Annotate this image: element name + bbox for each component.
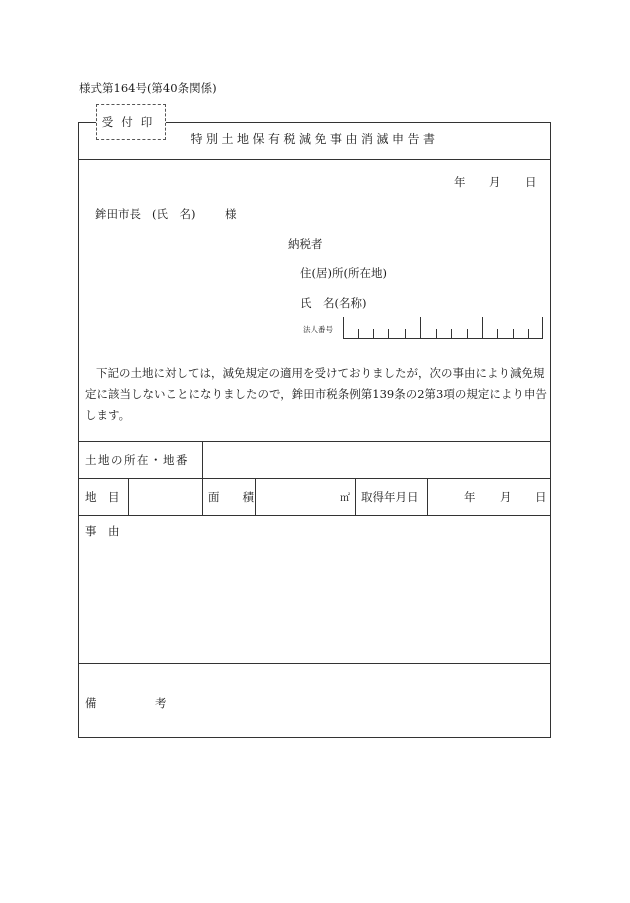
addressee-placeholder: (氏 名)	[152, 207, 196, 221]
date-year: 年	[454, 175, 466, 189]
acq-date-divider	[427, 478, 428, 515]
addressee-honorific: 様	[225, 207, 237, 221]
remarks-label-2: 考	[155, 696, 167, 710]
reception-stamp-box: 受付印	[96, 104, 166, 140]
area-field[interactable]	[255, 478, 335, 514]
acq-date-month: 月	[500, 490, 512, 504]
acq-date-day: 日	[535, 490, 547, 504]
location-label: 土地の所在・地番	[85, 453, 189, 467]
date-month: 月	[489, 175, 501, 189]
remarks-label-1: 備	[85, 696, 97, 710]
remarks-field[interactable]	[180, 664, 550, 737]
form-title: 特別土地保有税減免事由消滅申告書	[190, 132, 439, 146]
location-field[interactable]	[202, 441, 550, 477]
taxpayer-name-label: 氏 名(名称)	[300, 296, 367, 310]
date-day: 日	[525, 175, 537, 189]
taxpayer-heading: 納税者	[288, 237, 323, 251]
corp-number-field[interactable]	[343, 317, 543, 339]
acq-date-year: 年	[464, 490, 476, 504]
category-divider-2	[202, 478, 203, 515]
reason-field[interactable]	[79, 538, 550, 661]
details-row-bottom	[79, 515, 550, 516]
taxpayer-address-label: 住(居)所(所在地)	[300, 266, 387, 280]
title-divider	[79, 159, 550, 160]
reason-label: 事 由	[85, 524, 120, 538]
area-unit: ㎡	[340, 493, 350, 504]
acq-date-label: 取得年月日	[361, 490, 419, 504]
declaration-text: 下記の土地に対しては，減免規定の適用を受けておりましたが，次の事由により減免規定に該当しないことになりましたので，鉾田市税条例第139条の2第3項の規定により申告します。	[85, 366, 547, 422]
category-label: 地 目	[85, 490, 120, 504]
form-number: 様式第164号(第40条関係)	[79, 81, 217, 95]
category-field[interactable]	[128, 478, 201, 514]
addressee-name: 鉾田市長	[95, 207, 141, 221]
area-label: 面 積	[208, 490, 254, 504]
corp-number-label: 法人番号	[303, 325, 333, 334]
area-divider-2	[355, 478, 356, 515]
